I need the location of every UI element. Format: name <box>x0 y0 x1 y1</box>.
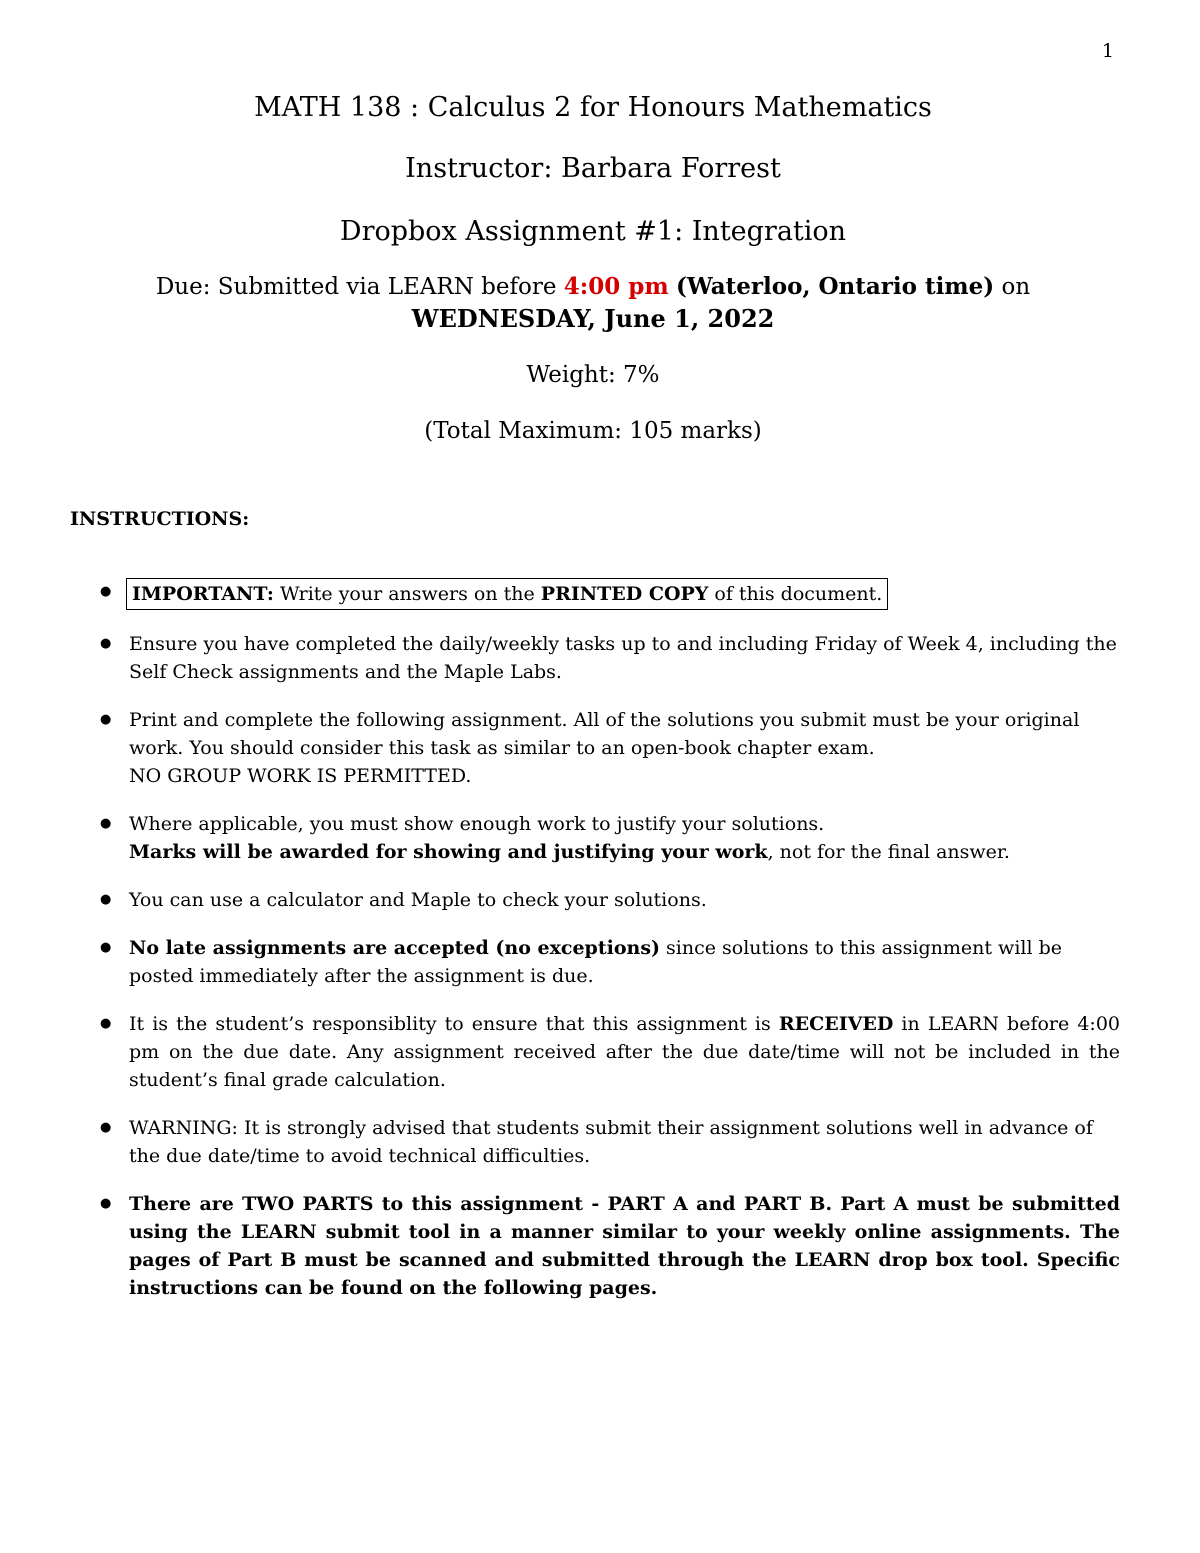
bullet-icon: ● <box>100 584 112 599</box>
bullet-icon: ● <box>100 816 112 831</box>
instructor-line: Instructor: Barbara Forrest <box>405 153 781 185</box>
due-line <box>0 271 1186 303</box>
due-on: on <box>994 274 1031 301</box>
due-date: WEDNESDAY, June 1, 2022 <box>411 304 775 334</box>
important-label: IMPORTANT: <box>132 583 274 605</box>
course-title: MATH 138 : Calculus 2 for Honours Mathematics <box>254 92 932 123</box>
bullet-icon: ● <box>100 1120 112 1135</box>
instructions-list <box>100 578 1120 1322</box>
bullet-icon: ● <box>100 1016 112 1031</box>
document-header <box>0 90 1186 446</box>
instructions-heading: INSTRUCTIONS: <box>70 508 250 530</box>
list-item <box>100 578 1120 610</box>
marks-awarded-text: Marks will be awarded for showing and justifying your work <box>129 841 768 863</box>
bullet-icon: ● <box>100 1196 112 1211</box>
no-group-work-text: NO GROUP WORK IS PERMITTED. <box>129 765 472 787</box>
instruction-text: Print and complete the following assignment. All of the solutions you submit must be your original work. You should consider this task as similar to an open-book chapter exam. <box>129 709 1080 759</box>
instruction-text: since solutions to this assignment will be posted immediately after the assignment is due. <box>129 937 1062 987</box>
list-item <box>100 706 1120 790</box>
total-marks-line: (Total Maximum: 105 marks) <box>424 417 762 444</box>
instruction-text: , not for the final answer. <box>767 841 1010 863</box>
list-item <box>100 1114 1120 1170</box>
assignment-title: Dropbox Assignment #1: Integration <box>339 216 847 248</box>
weight-line: Weight: 7% <box>526 361 660 388</box>
bullet-icon: ● <box>100 940 112 955</box>
important-text: Write your answers on the <box>273 583 541 605</box>
instruction-text: It is the student’s responsiblity to ensure that this assignment is <box>129 1013 779 1035</box>
due-prefix: Due: Submitted via LEARN before <box>155 274 564 301</box>
list-item <box>100 1010 1120 1094</box>
instruction-text: Where applicable, you must show enough work to justify your solutions. <box>129 813 825 835</box>
bullet-icon: ● <box>100 712 112 727</box>
no-late-text: No late assignments are accepted (no exceptions) <box>129 937 661 959</box>
list-item <box>100 1190 1120 1302</box>
list-item <box>100 886 1120 914</box>
instruction-text: You can use a calculator and Maple to check your solutions. <box>129 889 707 911</box>
bullet-icon: ● <box>100 892 112 907</box>
page-number: 1 <box>1101 40 1114 62</box>
list-item <box>100 630 1120 686</box>
important-text-end: of this document. <box>708 583 883 605</box>
printed-copy-text: PRINTED COPY <box>540 583 709 605</box>
instruction-text: in LEARN before 4:00 pm on the due date. Any assignment received after the due date/time will not be included in the student’s final grade calculation. <box>129 1013 1121 1091</box>
list-item <box>100 810 1120 866</box>
important-box <box>126 578 888 610</box>
received-text: RECEIVED <box>778 1013 894 1035</box>
instruction-text: Ensure you have completed the daily/weekly tasks up to and including Friday of Week 4, including the Self Check assignments and the Maple Labs. <box>129 633 1117 683</box>
due-time: 4:00 pm <box>563 273 669 301</box>
warning-text: WARNING: It is strongly advised that students submit their assignment solutions well in advance of the due date/time to avoid technical difficulties. <box>129 1117 1093 1167</box>
bullet-icon: ● <box>100 636 112 651</box>
list-item <box>100 934 1120 990</box>
due-zone: (Waterloo, Ontario time) <box>676 273 995 301</box>
two-parts-text: There are TWO PARTS to this assignment - PART A and PART B. Part A must be submitted using the LEARN submit tool in a manner similar to your weekly online assignments. The pages of Part B must be scanned and submitted through the LEARN drop box tool. Specific instructions can be found on the following pages. <box>129 1193 1120 1299</box>
